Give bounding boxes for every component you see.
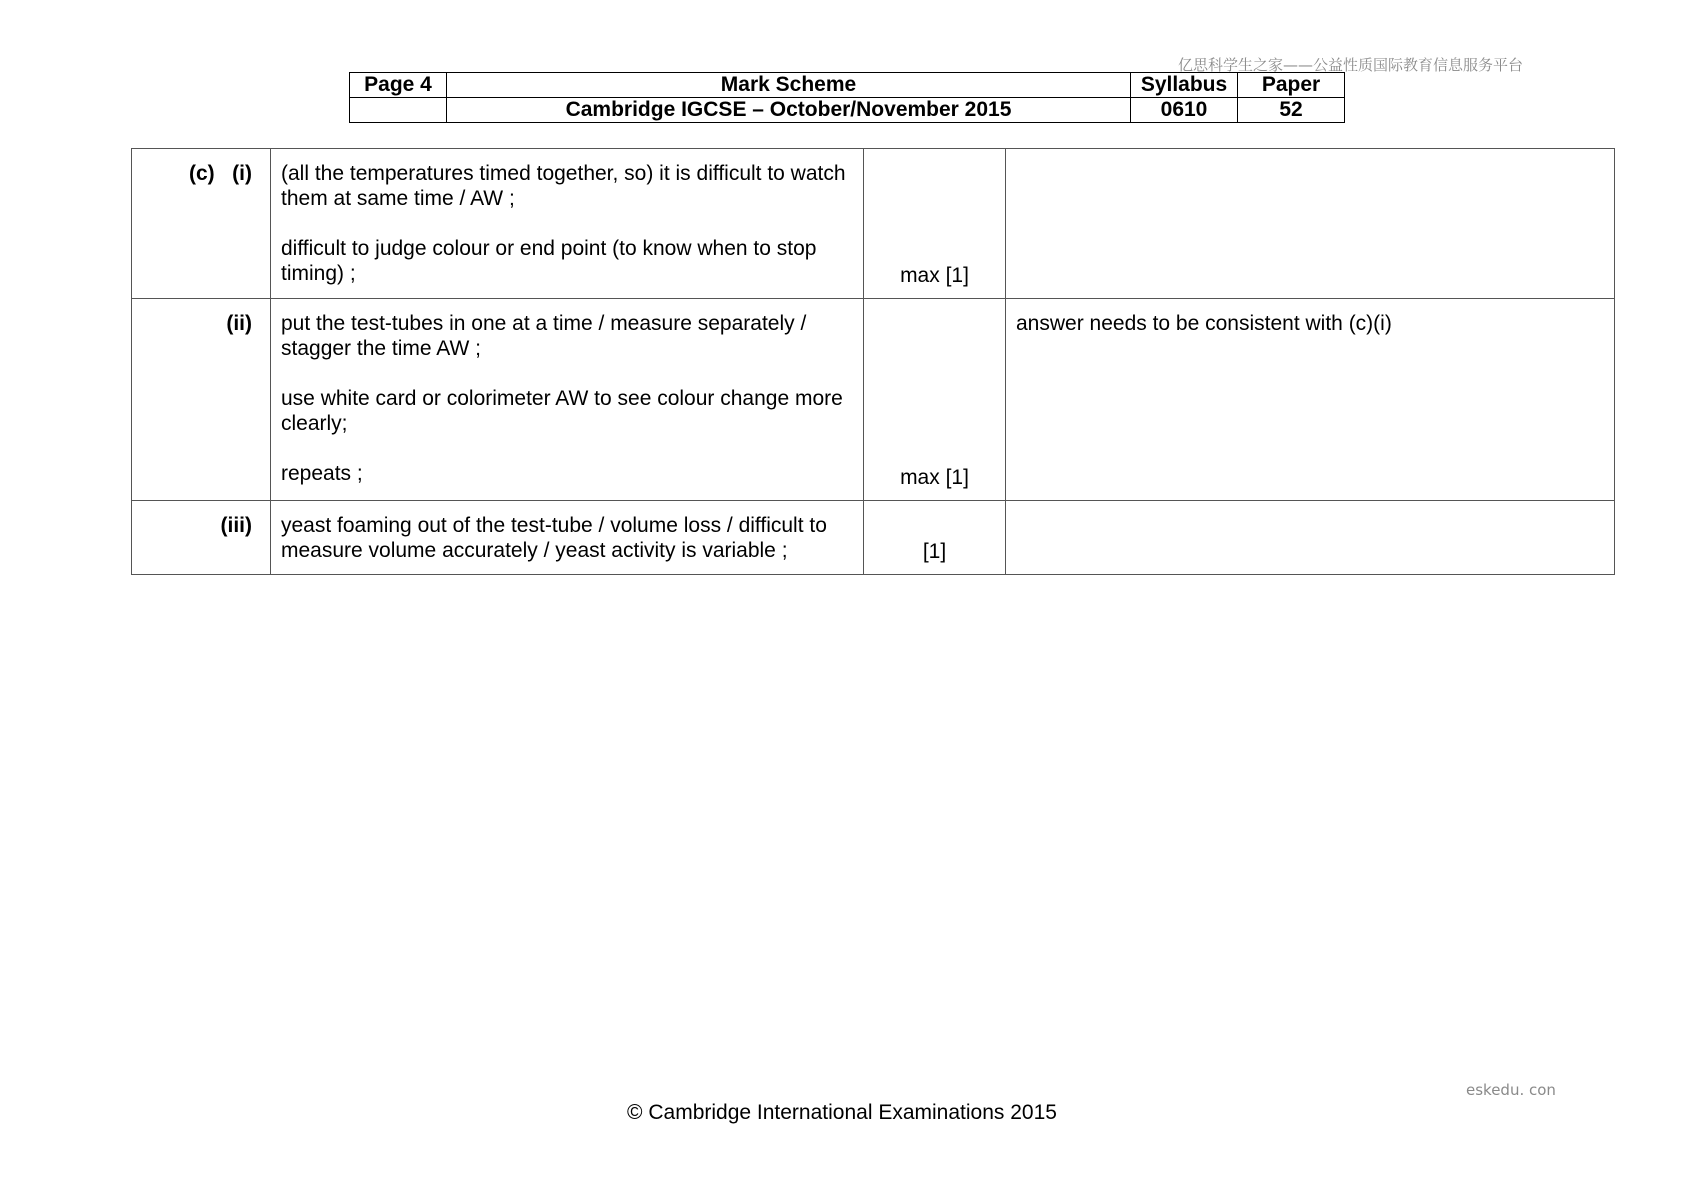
guidance-cell bbox=[1006, 501, 1615, 575]
question-label: (ii) bbox=[226, 312, 252, 335]
syllabus-label: Syllabus bbox=[1131, 73, 1238, 98]
table-row bbox=[132, 501, 1615, 575]
answer-point: put the test-tubes in one at a time / measure separately / stagger the time AW ; bbox=[281, 312, 807, 360]
answer-cell bbox=[271, 299, 864, 501]
answer-point: repeats ; bbox=[281, 462, 363, 485]
question-label: (iii) bbox=[220, 514, 252, 537]
answer-cell bbox=[271, 149, 864, 299]
guidance-cell: answer needs to be consistent with (c)(i) bbox=[1006, 299, 1615, 501]
copyright-footer: © Cambridge International Examinations 2015 bbox=[627, 1101, 1057, 1124]
document-title: Mark Scheme bbox=[447, 73, 1131, 98]
marks-cell: max [1] bbox=[864, 299, 1006, 501]
answer-point: difficult to judge colour or end point (to know when to stop timing) ; bbox=[281, 237, 817, 285]
watermark-bottom: eskedu. con bbox=[1466, 1081, 1556, 1099]
paper-value: 52 bbox=[1238, 98, 1345, 123]
syllabus-value: 0610 bbox=[1131, 98, 1238, 123]
question-cell bbox=[132, 299, 271, 501]
header-table bbox=[349, 72, 1345, 123]
table-row bbox=[132, 149, 1615, 299]
page-number: Page 4 bbox=[350, 73, 447, 98]
question-label: (c) (i) bbox=[189, 162, 252, 185]
question-cell bbox=[132, 149, 271, 299]
marks-cell: max [1] bbox=[864, 149, 1006, 299]
watermark-top: 亿思科学生之家——公益性质国际教育信息服务平台 bbox=[1178, 56, 1524, 74]
header-empty-cell bbox=[350, 98, 447, 123]
answer-cell bbox=[271, 501, 864, 575]
mark-scheme-table bbox=[131, 148, 1615, 575]
exam-session: Cambridge IGCSE – October/November 2015 bbox=[447, 98, 1131, 123]
table-row bbox=[132, 299, 1615, 501]
answer-point: use white card or colorimeter AW to see colour change more clearly; bbox=[281, 387, 843, 435]
answer-point: yeast foaming out of the test-tube / volume loss / difficult to measure volume accurately / yeast activity is variable ; bbox=[281, 514, 827, 562]
paper-label: Paper bbox=[1238, 73, 1345, 98]
answer-point: (all the temperatures timed together, so) it is difficult to watch them at same time / AW ; bbox=[281, 162, 846, 210]
guidance-cell bbox=[1006, 149, 1615, 299]
question-cell bbox=[132, 501, 271, 575]
marks-cell: [1] bbox=[864, 501, 1006, 575]
